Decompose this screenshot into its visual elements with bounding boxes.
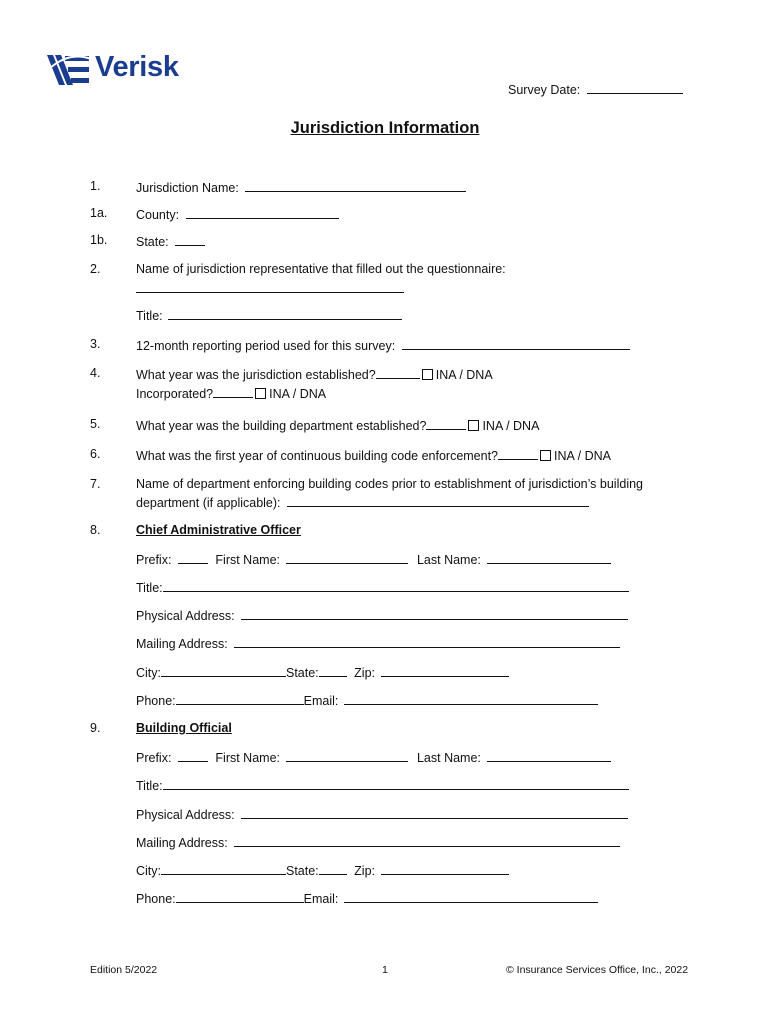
- ina-dna-checkbox[interactable]: [255, 388, 266, 399]
- item-number: 7.: [90, 477, 101, 491]
- item-number: 1a.: [90, 206, 108, 220]
- state-label: State:: [286, 666, 319, 680]
- section-heading-building-official: Building Official: [136, 721, 232, 735]
- bo-phone-field[interactable]: [176, 890, 304, 903]
- cao-last-name-field[interactable]: [487, 551, 611, 564]
- bo-name-row: [136, 749, 611, 766]
- reporting-period-field[interactable]: [402, 337, 630, 350]
- bo-last-name-field[interactable]: [487, 749, 611, 762]
- bo-zip-field[interactable]: [381, 862, 509, 875]
- cao-zip-field[interactable]: [381, 664, 509, 677]
- phone-label: Phone:: [136, 694, 176, 708]
- item-number: 3.: [90, 337, 101, 351]
- survey-date-label: Survey Date:: [508, 83, 581, 97]
- item-number: 4.: [90, 366, 101, 380]
- representative-title-field[interactable]: [168, 307, 402, 320]
- bo-title-field[interactable]: [163, 777, 629, 790]
- ina-dna-checkbox[interactable]: [468, 420, 479, 431]
- footer-edition: Edition 5/2022: [90, 964, 158, 976]
- prefix-label: Prefix:: [136, 751, 172, 765]
- logo-wordmark: Verisk: [95, 51, 179, 83]
- state-label: State:: [136, 235, 169, 249]
- page-title: Jurisdiction Information: [290, 119, 480, 137]
- bo-prefix-field[interactable]: [178, 749, 208, 762]
- survey-date: [508, 81, 683, 98]
- item-number: 5.: [90, 417, 101, 431]
- footer-copyright: © Insurance Services Office, Inc., 2022: [506, 964, 689, 976]
- zip-label: Zip:: [354, 666, 375, 680]
- bo-first-name-field[interactable]: [286, 749, 408, 762]
- physical-address-label: Physical Address:: [136, 808, 235, 822]
- incorporated-row: [136, 385, 326, 402]
- prior-department-question: Name of department enforcing building codes prior to establishment of jurisdiction’s building: [136, 477, 643, 491]
- cao-name-row: [136, 551, 611, 568]
- code-enforcement-label: What was the first year of continuous building code enforcement?: [136, 449, 499, 463]
- county-label: County:: [136, 208, 180, 222]
- city-label: City:: [136, 864, 161, 878]
- email-label: Email:: [303, 892, 339, 906]
- item-number: 1.: [90, 179, 101, 193]
- jurisdiction-established-label: What year was the jurisdiction established?: [136, 368, 376, 382]
- bo-mailing-address-row: [136, 834, 620, 851]
- representative-name-field[interactable]: [136, 292, 404, 293]
- cao-state-field[interactable]: [319, 664, 347, 677]
- item-number: 1b.: [90, 233, 108, 247]
- survey-date-field[interactable]: [587, 81, 683, 94]
- cao-city-field[interactable]: [161, 664, 286, 677]
- ina-dna-label: INA / DNA: [554, 449, 611, 463]
- item-number: 2.: [90, 262, 101, 276]
- cao-physical-address-row: [136, 607, 628, 624]
- reporting-period-label: 12-month reporting period used for this survey:: [136, 339, 396, 353]
- first-name-label: First Name:: [215, 751, 280, 765]
- title-label: Title:: [136, 581, 163, 595]
- jurisdiction-name-row: [136, 179, 466, 196]
- code-enforcement-field[interactable]: [498, 447, 538, 460]
- ina-dna-label: INA / DNA: [482, 419, 540, 433]
- cao-prefix-field[interactable]: [178, 551, 208, 564]
- state-label: State:: [286, 864, 319, 878]
- verisk-ve-logo-icon: [45, 45, 93, 93]
- title-label: Title:: [136, 779, 163, 793]
- building-dept-established-field[interactable]: [426, 417, 466, 430]
- prior-department-row: [136, 494, 589, 511]
- prior-department-field[interactable]: [287, 494, 589, 507]
- item-number: 8.: [90, 523, 101, 537]
- representative-question: Name of jurisdiction representative that filled out the questionnaire:: [136, 262, 506, 276]
- item-number: 6.: [90, 447, 101, 461]
- representative-title-label: Title:: [136, 309, 163, 323]
- bo-phone-row: [136, 890, 598, 907]
- incorporated-label: Incorporated?: [136, 387, 214, 401]
- item-number: 9.: [90, 721, 101, 735]
- cao-mailing-address-field[interactable]: [234, 635, 620, 648]
- cao-phone-field[interactable]: [176, 692, 304, 705]
- mailing-address-label: Mailing Address:: [136, 836, 228, 850]
- bo-city-row: [136, 862, 509, 879]
- county-field[interactable]: [186, 206, 339, 219]
- cao-title-field[interactable]: [163, 579, 629, 592]
- verisk-logo: [45, 45, 195, 93]
- county-row: [136, 206, 339, 223]
- ina-dna-label: INA / DNA: [435, 368, 493, 382]
- ina-dna-checkbox[interactable]: [540, 450, 551, 461]
- bo-mailing-address-field[interactable]: [234, 834, 620, 847]
- last-name-label: Last Name:: [416, 553, 481, 567]
- jurisdiction-established-field[interactable]: [376, 366, 420, 379]
- cao-phone-row: [136, 692, 598, 709]
- cao-email-field[interactable]: [344, 692, 598, 705]
- bo-physical-address-row: [136, 806, 628, 823]
- cao-first-name-field[interactable]: [286, 551, 408, 564]
- bo-state-field[interactable]: [319, 862, 347, 875]
- prefix-label: Prefix:: [136, 553, 172, 567]
- cao-mailing-address-row: [136, 635, 620, 652]
- email-label: Email:: [303, 694, 339, 708]
- state-field[interactable]: [175, 233, 205, 246]
- jurisdiction-name-field[interactable]: [245, 179, 466, 192]
- section-heading-cao: Chief Administrative Officer: [136, 523, 301, 537]
- city-label: City:: [136, 666, 161, 680]
- bo-title-row: [136, 777, 629, 794]
- physical-address-label: Physical Address:: [136, 609, 235, 623]
- zip-label: Zip:: [354, 864, 375, 878]
- cao-physical-address-field[interactable]: [241, 607, 628, 620]
- first-name-label: First Name:: [215, 553, 280, 567]
- bo-email-field[interactable]: [344, 890, 598, 903]
- cao-city-row: [136, 664, 509, 681]
- incorporated-field[interactable]: [213, 385, 253, 398]
- footer-page-number: 1: [382, 964, 388, 976]
- building-dept-established-label: What year was the building department established?: [136, 419, 427, 433]
- jurisdiction-established-row: [136, 366, 493, 383]
- cao-title-row: [136, 579, 629, 596]
- bo-city-field[interactable]: [161, 862, 286, 875]
- building-dept-established-row: [136, 417, 539, 434]
- representative-title-row: [136, 307, 402, 324]
- bo-physical-address-field[interactable]: [241, 806, 628, 819]
- prior-department-label: department (if applicable):: [136, 496, 281, 510]
- ina-dna-checkbox[interactable]: [422, 369, 433, 380]
- phone-label: Phone:: [136, 892, 176, 906]
- ina-dna-label: INA / DNA: [269, 387, 327, 401]
- last-name-label: Last Name:: [416, 751, 481, 765]
- state-row: [136, 233, 205, 250]
- mailing-address-label: Mailing Address:: [136, 637, 228, 651]
- reporting-period-row: [136, 337, 630, 354]
- code-enforcement-row: [136, 447, 611, 464]
- jurisdiction-name-label: Jurisdiction Name:: [136, 181, 239, 195]
